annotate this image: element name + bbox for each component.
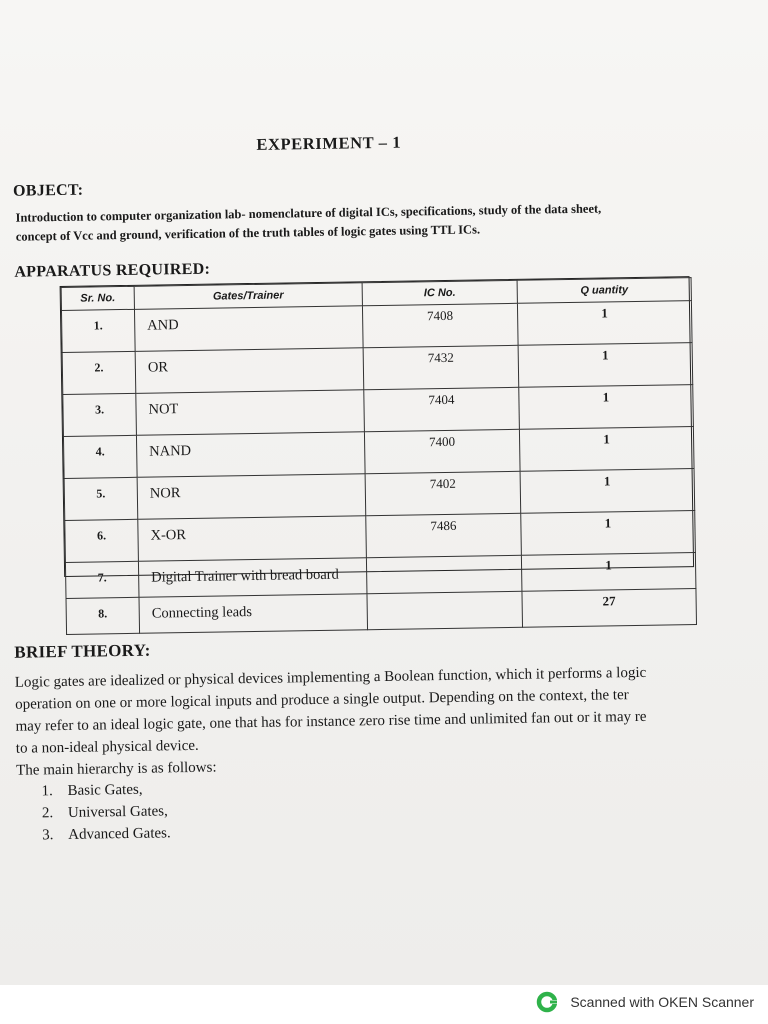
oken-scanner-logo-icon xyxy=(536,991,558,1013)
cell-sr: 1. xyxy=(61,309,135,352)
apparatus-table xyxy=(60,276,694,622)
list-item xyxy=(42,800,171,824)
cell-gate: Digital Trainer with bread board xyxy=(138,558,367,598)
column-header-ic: IC No. xyxy=(362,280,517,305)
scanner-watermark xyxy=(536,991,754,1013)
list-item-number: 2. xyxy=(41,805,54,822)
cell-quantity: 1 xyxy=(518,343,693,388)
cell-quantity: 1 xyxy=(519,427,694,472)
column-header-quantity: Q uantity xyxy=(517,278,691,304)
column-header-gates: Gates/Trainer xyxy=(134,283,362,310)
cell-ic: 7400 xyxy=(364,429,520,473)
cell-quantity: 1 xyxy=(521,553,696,592)
theory-line: Logic gates are idealized or physical devices implementing a Boolean function, which it performs a logic xyxy=(14,664,647,691)
cell-gate: Connecting leads xyxy=(139,594,368,634)
list-item-label: Basic Gates, xyxy=(67,781,143,799)
cell-sr: 6. xyxy=(65,519,139,562)
cell-ic: 7402 xyxy=(365,471,521,515)
cell-gate: NAND xyxy=(136,432,365,478)
cell-quantity: 1 xyxy=(521,511,696,556)
list-item-label: Advanced Gates. xyxy=(68,825,171,843)
column-header-sr: Sr. No. xyxy=(61,286,134,310)
list-item-number: 3. xyxy=(42,827,54,844)
object-text xyxy=(15,197,756,247)
cell-sr: 8. xyxy=(66,597,140,634)
cell-sr: 2. xyxy=(62,351,136,394)
object-line: Introduction to computer organization lab- nomenclature of digital ICs, specifications, study of the data sheet, xyxy=(15,201,602,225)
scanner-text: Scanned with OKEN Scanner xyxy=(570,994,754,1010)
theory-heading: BRIEF THEORY: xyxy=(14,640,151,662)
cell-ic: 7486 xyxy=(366,513,522,557)
cell-gate: NOT xyxy=(136,390,365,436)
theory-line: operation on one or more logical inputs and produce a single output. Depending on the context, the ter xyxy=(15,687,629,713)
cell-gate: AND xyxy=(134,306,363,352)
cell-ic xyxy=(366,555,522,593)
hierarchy-list xyxy=(41,778,170,846)
scanner-footer xyxy=(0,985,768,1024)
theory-line: may refer to an ideal logic gate, one that has for instance zero rise time and unlimited fan out or it may re xyxy=(15,708,647,735)
theory-line: The main hierarchy is as follows: xyxy=(16,759,217,779)
cell-quantity: 1 xyxy=(520,469,695,514)
object-heading: OBJECT: xyxy=(12,181,84,200)
cell-gate: OR xyxy=(135,348,364,394)
experiment-title: EXPERIMENT – 1 xyxy=(256,132,402,154)
list-item xyxy=(41,778,170,802)
list-item xyxy=(42,822,171,846)
theory-line: to a non-ideal physical device. xyxy=(15,737,199,757)
apparatus-heading: APPARATUS REQUIRED: xyxy=(14,260,211,281)
cell-sr: 5. xyxy=(64,477,138,520)
cell-gate: NOR xyxy=(137,474,366,520)
cell-quantity: 27 xyxy=(522,589,697,628)
cell-ic xyxy=(367,591,523,629)
cell-sr: 3. xyxy=(63,393,137,436)
theory-text xyxy=(15,660,768,782)
cell-sr: 4. xyxy=(63,435,137,478)
cell-quantity: 1 xyxy=(519,385,694,430)
cell-quantity: 1 xyxy=(517,301,692,346)
cell-ic: 7404 xyxy=(364,387,520,431)
list-item-label: Universal Gates, xyxy=(67,803,168,821)
object-line: concept of Vcc and ground, verification of the truth tables of logic gates using TTL ICs. xyxy=(15,222,481,244)
cell-ic: 7432 xyxy=(363,345,519,389)
cell-ic: 7408 xyxy=(362,303,518,347)
cell-sr: 7. xyxy=(65,561,139,598)
list-item-number: 1. xyxy=(41,783,53,800)
cell-gate: X-OR xyxy=(138,516,367,562)
